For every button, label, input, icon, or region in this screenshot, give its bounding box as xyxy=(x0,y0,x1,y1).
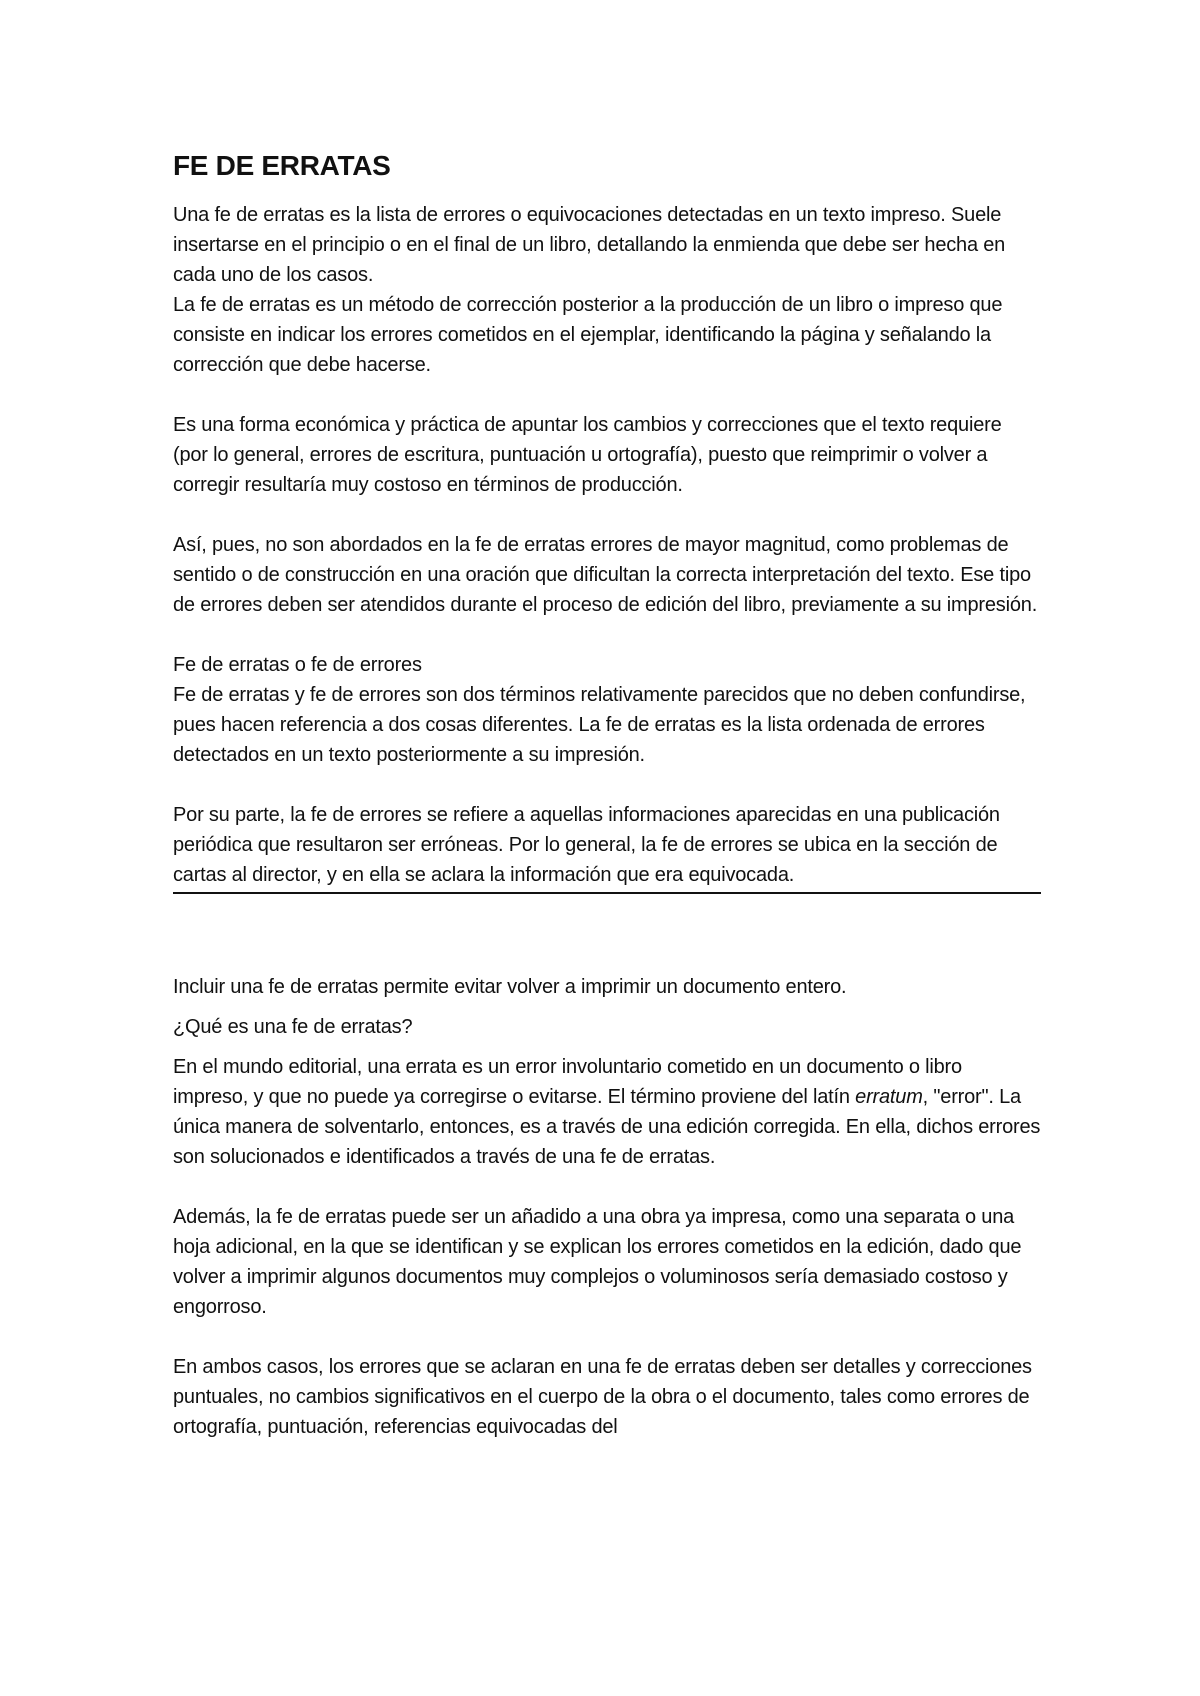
paragraph-definition: Una fe de erratas es la lista de errores o equivocaciones detectadas en un texto impreso. Suele insertarse en el principio o en el final de un libro, detallando la enmienda que debe ser hecha en cada uno de los casos. xyxy=(173,204,1006,286)
subheading-fe-de-errores: Fe de erratas o fe de errores xyxy=(173,654,422,676)
paragraph-addendum: Además, la fe de erratas puede ser un añadido a una obra ya impresa, como una separata o una hoja adicional, en la que se identifican y se explican los errores cometidos en la edición, dado que volver a imprimir algunos documentos muy complejos o voluminosos sería demasiado costoso y engorroso. xyxy=(173,1206,1022,1318)
document-title: FE DE ERRATAS xyxy=(173,150,391,181)
paragraph-method: La fe de erratas es un método de corrección posterior a la producción de un libro o impreso que consiste en indicar los errores cometidos en el ejemplar, identificando la página y señalando la corrección que debe hacerse. xyxy=(173,294,1003,376)
paragraph-editorial-text-1: En el mundo editorial, una errata es un error involuntario cometido en un documento o libro impreso, y que no puede ya corregirse o evitarse. El término proviene del latín xyxy=(173,1056,962,1108)
paragraph-scope: Así, pues, no son abordados en la fe de erratas errores de mayor magnitud, como problemas de sentido o de construcción en una oración que dificultan la correcta interpretación del texto. Ese tipo de errores deben ser atendidos durante el proceso de edición del libro, previamente a su impresión. xyxy=(173,534,1038,616)
paragraph-difference: Fe de erratas y fe de errores son dos términos relativamente parecidos que no deben confundirse, pues hacen referencia a dos cosas diferentes. La fe de erratas es la lista ordenada de errores detectados en un texto posteriormente a su impresión. xyxy=(173,684,1026,766)
paragraph-editorial xyxy=(173,1052,1041,1172)
paragraph-reprint: Incluir una fe de erratas permite evitar volver a imprimir un documento entero. xyxy=(173,976,847,998)
paragraph-editorial-text-2: , "error". La única manera de solventarlo, entonces, es a través de una edición corregida. En ella, dichos errores son solucionados e identificados a través de una fe de erratas. xyxy=(173,1086,1041,1168)
latin-term: erratum xyxy=(855,1086,923,1108)
paragraph-fe-de-errores: Por su parte, la fe de errores se refiere a aquellas informaciones aparecidas en una publicación periódica que resultaron ser erróneas. Por lo general, la fe de errores se ubica en la sección de cartas al director, y en ella se aclara la información que era equivocada. xyxy=(173,804,1000,886)
paragraph-economic: Es una forma económica y práctica de apuntar los cambios y correcciones que el texto requiere (por lo general, errores de escritura, puntuación u ortografía), puesto que reimprimir o volver a corregir resultaría muy costoso en términos de producción. xyxy=(173,414,1002,496)
question-heading: ¿Qué es una fe de erratas? xyxy=(173,1016,413,1038)
paragraph-both-cases: En ambos casos, los errores que se aclaran en una fe de erratas deben ser detalles y correcciones puntuales, no cambios significativos en el cuerpo de la obra o el documento, tales como errores de ortografía, puntuación, referencias equivocadas del xyxy=(173,1356,1032,1438)
document-page xyxy=(173,140,1041,1442)
